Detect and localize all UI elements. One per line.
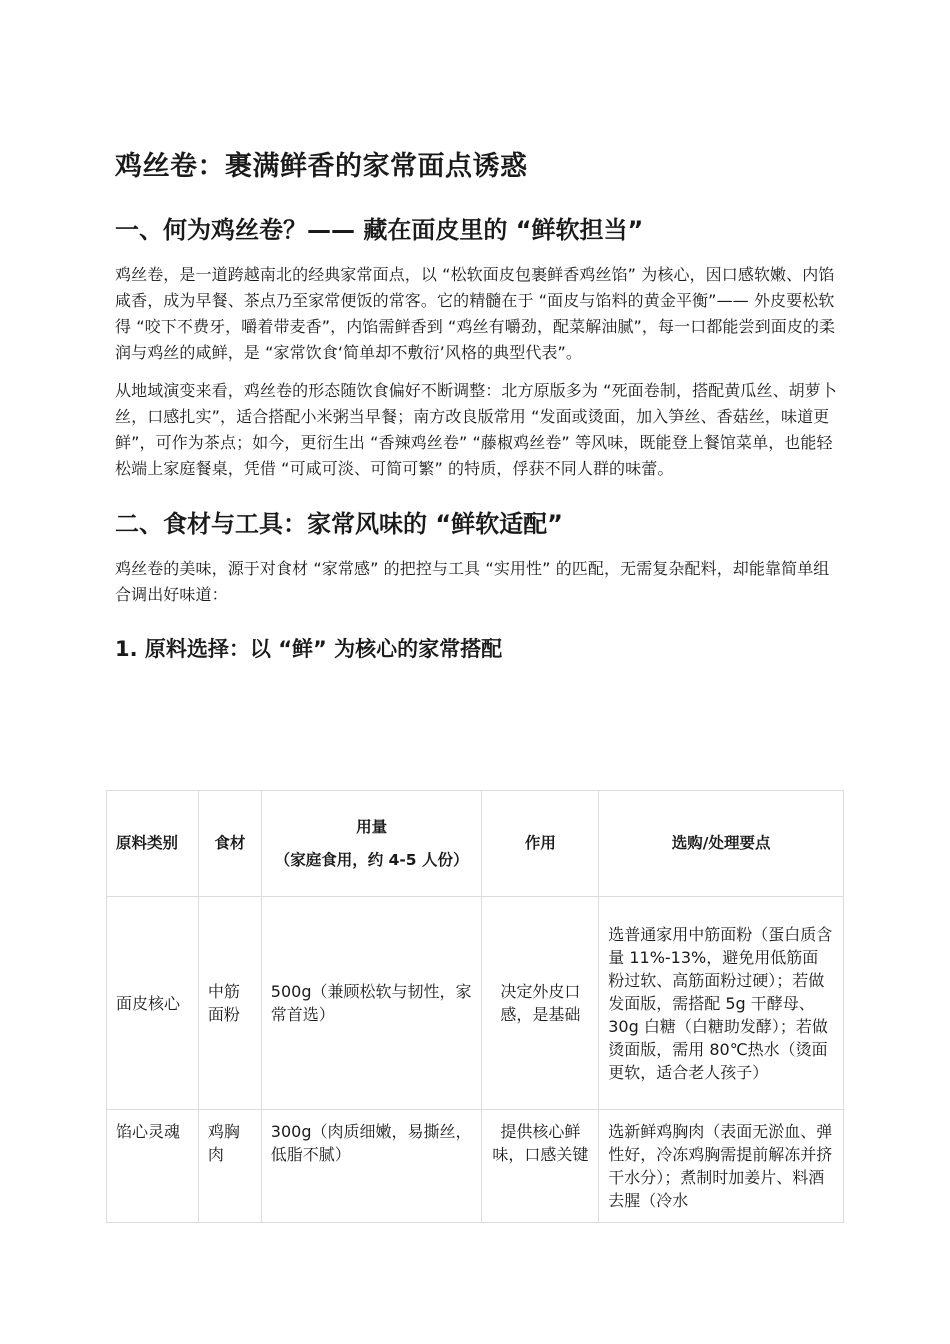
cell-ingredient: 中筋面粉 (198, 897, 261, 1110)
table-row (107, 897, 844, 1110)
section-heading-1: 一、何为鸡丝卷？—— 藏在面皮里的 “鲜软担当” (115, 216, 644, 244)
section1-paragraph-2: 从地域演变来看，鸡丝卷的形态随饮食偏好不断调整：北方原版多为 “死面卷制，搭配黄瓜丝、胡萝卜丝，口感扎实”，适合搭配小米粥当早餐；南方改良版常用 “发面或烫面，加入笋丝、香菇丝，味道更鲜”，可作为茶点；如今，更衍生出 “香辣鸡丝卷” “藤椒鸡丝卷” 等风味，既能登上餐馆菜单，也能轻松端上家庭餐桌，凭借 “可咸可淡、可简可繁” 的特质，俘获不同人群的味蕾。 (115, 381, 837, 478)
cell-tips: 选新鲜鸡胸肉（表面无淤血、弹性好，冷冻鸡胸需提前解冻并挤干水分）；煮制时加姜片、料酒去腥（冷水 (599, 1110, 844, 1223)
section1-paragraph-1: 鸡丝卷，是一道跨越南北的经典家常面点，以 “松软面皮包裹鲜香鸡丝馅” 为核心，因口感软嫩、内馅咸香，成为早餐、茶点乃至家常便饭的常客。它的精髓在于 “面皮与馅料的黄金平衡”—— 外皮要松软得 “咬下不费牙，嚼着带麦香”，内馅需鲜香到 “鸡丝有嚼劲，配菜解油腻”，每一口都能尝到面皮的柔润与鸡丝的咸鲜，是 “家常饮食‘简单却不敷衍’风格的典型代表”。 (115, 265, 836, 362)
document-body (115, 150, 837, 664)
header-category: 原料类别 (107, 791, 199, 897)
cell-role: 提供核心鲜味，口感关键 (482, 1110, 599, 1223)
header-amount (261, 791, 482, 897)
section-heading-2: 二、食材与工具：家常风味的 “鲜软适配” (115, 510, 563, 538)
cell-amount: 500g（兼顾松软与韧性，家常首选） (261, 897, 482, 1110)
ingredients-table (106, 790, 844, 1223)
cell-tips: 选普通家用中筋面粉（蛋白质含量 11%-13%，避免用低筋面粉过软、高筋面粉过硬）；若做发面版，需搭配 5g 干酵母、30g 白糖（白糖助发酵）；若做烫面版，需用 80℃热水（烫面更软，适合老人孩子） (599, 897, 844, 1110)
cell-ingredient: 鸡胸肉 (198, 1110, 261, 1223)
header-amount-label: 用量 (356, 817, 388, 836)
cell-role: 决定外皮口感，是基础 (482, 897, 599, 1110)
header-tips: 选购/处理要点 (599, 791, 844, 897)
table-header-row (107, 791, 844, 897)
section2-paragraph-1: 鸡丝卷的美味，源于对食材 “家常感” 的把控与工具 “实用性” 的匹配，无需复杂配料，却能靠简单组合调出好味道： (115, 559, 830, 604)
cell-category: 面皮核心 (107, 897, 199, 1110)
subsection-heading-1: 1. 原料选择：以 “鲜” 为核心的家常搭配 (115, 637, 503, 661)
header-role: 作用 (482, 791, 599, 897)
table-row (107, 1110, 844, 1223)
cell-amount: 300g（肉质细嫩，易撕丝，低脂不腻） (261, 1110, 482, 1223)
cell-category: 馅心灵魂 (107, 1110, 199, 1223)
page-title: 鸡丝卷：裹满鲜香的家常面点诱惑 (115, 151, 528, 182)
header-ingredient: 食材 (198, 791, 261, 897)
header-amount-note: （家庭食用，约 4-5 人份） (274, 850, 469, 869)
